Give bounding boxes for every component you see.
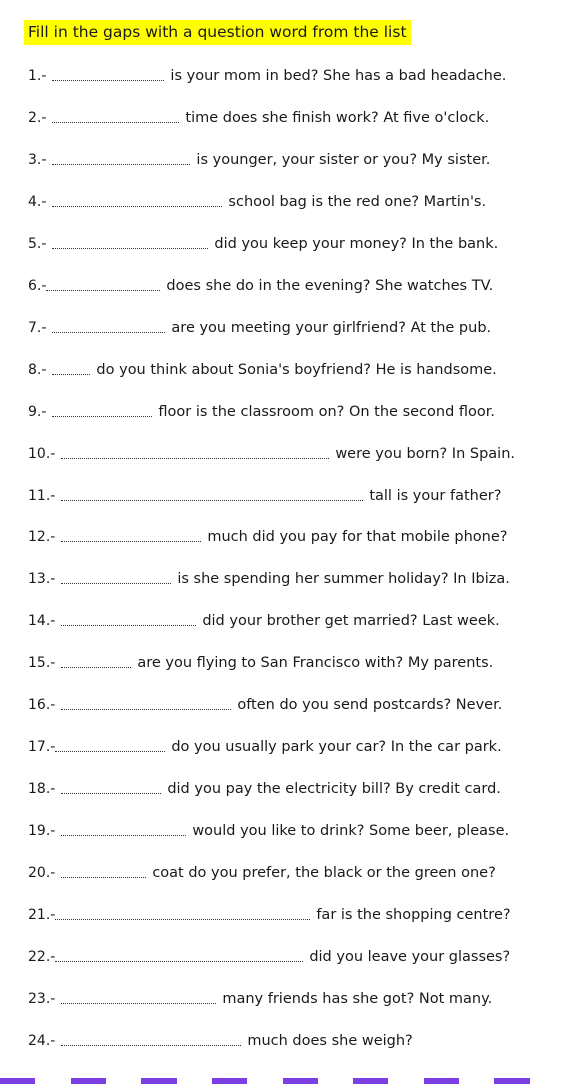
answer-blank[interactable] bbox=[61, 539, 201, 542]
question-text: did you pay the electricity bill? By credit card. bbox=[167, 781, 501, 798]
border-segment bbox=[283, 1078, 318, 1084]
question-item bbox=[28, 272, 493, 296]
question-text: coat do you prefer, the black or the green one? bbox=[152, 865, 496, 882]
answer-blank[interactable] bbox=[61, 875, 146, 878]
border-segment bbox=[0, 1078, 35, 1084]
question-text: are you meeting your girlfriend? At the pub. bbox=[171, 319, 492, 336]
answer-blank[interactable] bbox=[61, 833, 186, 836]
question-item bbox=[28, 901, 511, 925]
question-number: 15.- bbox=[28, 655, 56, 672]
question-item bbox=[28, 482, 501, 506]
question-item bbox=[28, 649, 493, 673]
question-text: time does she finish work? At five o'clock. bbox=[185, 109, 490, 126]
answer-blank[interactable] bbox=[52, 372, 90, 375]
answer-blank[interactable] bbox=[61, 1001, 216, 1004]
answer-blank[interactable] bbox=[61, 707, 231, 710]
question-item bbox=[28, 188, 486, 212]
border-segment bbox=[35, 1078, 70, 1084]
question-number: 17.- bbox=[28, 739, 56, 756]
question-text: do you usually park your car? In the car park. bbox=[171, 739, 502, 756]
answer-blank[interactable] bbox=[52, 120, 179, 123]
question-item bbox=[28, 440, 515, 464]
border-segment bbox=[212, 1078, 247, 1084]
question-text: much does she weigh? bbox=[247, 1032, 413, 1049]
question-item bbox=[28, 691, 502, 715]
question-text: did you leave your glasses? bbox=[309, 948, 511, 965]
question-number: 14.- bbox=[28, 613, 56, 630]
question-text: is she spending her summer holiday? In Ibiza. bbox=[177, 571, 510, 588]
question-item bbox=[28, 859, 496, 883]
answer-blank[interactable] bbox=[61, 791, 161, 794]
question-item bbox=[28, 104, 489, 128]
question-item bbox=[28, 314, 491, 338]
border-segment bbox=[177, 1078, 212, 1084]
question-number: 4.- bbox=[28, 193, 47, 210]
decorative-bottom-border bbox=[0, 1078, 565, 1084]
question-item bbox=[28, 523, 507, 547]
question-text: would you like to drink? Some beer, please. bbox=[192, 823, 510, 840]
question-number: 23.- bbox=[28, 990, 56, 1007]
question-number: 11.- bbox=[28, 487, 56, 504]
question-number: 6.- bbox=[28, 277, 47, 294]
question-number: 8.- bbox=[28, 361, 47, 378]
question-text: do you think about Sonia's boyfriend? He is handsome. bbox=[96, 361, 497, 378]
question-item bbox=[28, 565, 510, 589]
question-text: many friends has she got? Not many. bbox=[222, 990, 493, 1007]
question-item bbox=[28, 985, 492, 1009]
question-number: 22.- bbox=[28, 948, 56, 965]
question-number: 9.- bbox=[28, 403, 47, 420]
question-text: did you keep your money? In the bank. bbox=[214, 235, 499, 252]
answer-blank[interactable] bbox=[61, 1043, 241, 1046]
worksheet-title: Fill in the gaps with a question word from the list bbox=[24, 20, 411, 45]
question-number: 21.- bbox=[28, 907, 56, 923]
question-number: 12.- bbox=[28, 529, 56, 546]
question-number: 7.- bbox=[28, 319, 47, 336]
question-number: 3.- bbox=[28, 151, 47, 168]
border-segment bbox=[424, 1078, 459, 1084]
border-segment bbox=[71, 1078, 106, 1084]
question-number: 19.- bbox=[28, 823, 56, 840]
answer-blank[interactable] bbox=[55, 917, 310, 920]
question-number: 10.- bbox=[28, 445, 56, 462]
question-number: 5.- bbox=[28, 235, 47, 252]
question-text: did your brother get married? Last week. bbox=[202, 613, 500, 630]
question-item bbox=[28, 943, 510, 967]
question-item bbox=[28, 733, 502, 757]
question-text: were you born? In Spain. bbox=[335, 445, 516, 462]
question-text: far is the shopping centre? bbox=[316, 907, 511, 923]
question-item bbox=[28, 1027, 413, 1051]
border-segment bbox=[388, 1078, 423, 1084]
answer-blank[interactable] bbox=[61, 498, 363, 501]
border-segment bbox=[247, 1078, 282, 1084]
border-segment bbox=[141, 1078, 176, 1084]
question-item bbox=[28, 817, 509, 841]
question-item bbox=[28, 398, 495, 422]
question-item bbox=[28, 146, 490, 170]
answer-blank[interactable] bbox=[55, 959, 303, 962]
answer-blank[interactable] bbox=[61, 665, 131, 668]
question-item bbox=[28, 230, 498, 254]
answer-blank[interactable] bbox=[61, 623, 196, 626]
question-number: 18.- bbox=[28, 781, 56, 798]
answer-blank[interactable] bbox=[46, 288, 160, 291]
answer-blank[interactable] bbox=[52, 246, 208, 249]
question-item bbox=[28, 356, 497, 380]
border-segment bbox=[459, 1078, 494, 1084]
question-number: 20.- bbox=[28, 865, 56, 882]
question-number: 24.- bbox=[28, 1032, 56, 1049]
question-text: floor is the classroom on? On the second floor. bbox=[158, 403, 496, 420]
border-segment bbox=[353, 1078, 388, 1084]
question-text: does she do in the evening? She watches TV. bbox=[166, 277, 494, 294]
border-segment bbox=[106, 1078, 141, 1084]
question-number: 16.- bbox=[28, 697, 56, 714]
question-text: tall is your father? bbox=[369, 487, 502, 504]
question-text: is younger, your sister or you? My sister. bbox=[196, 151, 491, 168]
answer-blank[interactable] bbox=[52, 330, 165, 333]
question-item bbox=[28, 775, 501, 799]
answer-blank[interactable] bbox=[52, 162, 190, 165]
question-number: 13.- bbox=[28, 571, 56, 588]
question-text: often do you send postcards? Never. bbox=[237, 697, 503, 714]
question-text: is your mom in bed? She has a bad headache. bbox=[170, 68, 507, 84]
question-item bbox=[28, 62, 506, 86]
question-item bbox=[28, 607, 500, 631]
question-number: 1.- bbox=[28, 68, 47, 84]
answer-blank[interactable] bbox=[61, 581, 171, 584]
border-segment bbox=[494, 1078, 529, 1084]
border-segment bbox=[530, 1078, 565, 1084]
answer-blank[interactable] bbox=[52, 414, 152, 417]
question-text: are you flying to San Francisco with? My parents. bbox=[137, 655, 494, 672]
question-text: much did you pay for that mobile phone? bbox=[207, 529, 508, 546]
answer-blank[interactable] bbox=[52, 204, 222, 207]
answer-blank[interactable] bbox=[55, 749, 165, 752]
answer-blank[interactable] bbox=[61, 456, 329, 459]
question-number: 2.- bbox=[28, 109, 47, 126]
border-segment bbox=[318, 1078, 353, 1084]
answer-blank[interactable] bbox=[52, 78, 164, 81]
question-text: school bag is the red one? Martin's. bbox=[228, 193, 487, 210]
